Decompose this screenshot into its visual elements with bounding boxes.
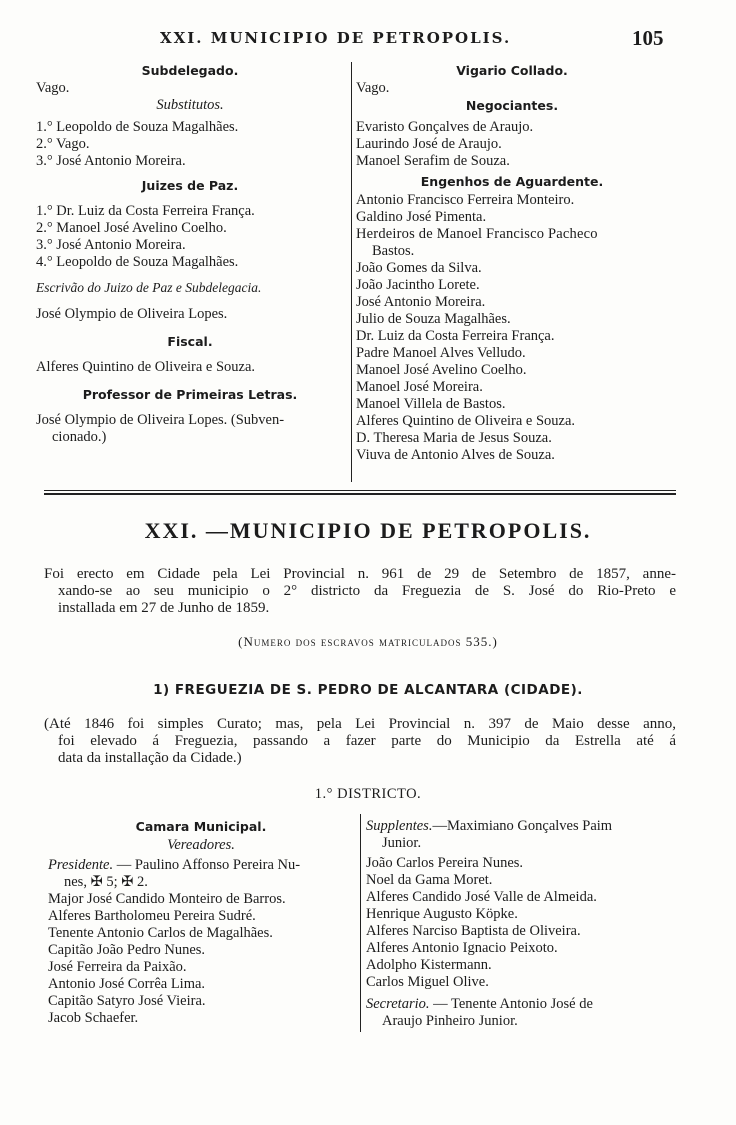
intro-line-3: installada em 27 de Junho de 1859.: [58, 600, 270, 616]
supplente-7: Adolpho Kistermann.: [366, 957, 492, 973]
vereador-6: Antonio José Corrêa Lima.: [48, 976, 206, 992]
engenho-14: Alferes Quintino de Oliveira e Souza.: [356, 413, 576, 429]
bottom-right-column: [366, 818, 680, 1030]
engenho-3: Herdeiros de Manoel Francisco Pacheco: [356, 226, 598, 242]
negociante-2: Laurindo José de Araujo.: [356, 136, 502, 152]
presidente-line-1: [48, 857, 354, 874]
curato-line-3: data da installação da Cidade.): [58, 750, 242, 766]
fiscal-value: Alferes Quintino de Oliveira e Souza.: [36, 359, 256, 375]
curato-line-2: foi elevado á Freguezia, passando a fazer parte do Municipio da Estrella até á: [58, 733, 676, 749]
professor-heading: Professor de Primeiras Letras.: [82, 387, 298, 402]
juizes-heading: Juizes de Paz.: [141, 178, 239, 193]
engenho-7: José Antonio Moreira.: [356, 294, 486, 310]
engenho-4: Bastos.: [372, 243, 415, 259]
secretario-line-2: Araujo Pinheiro Junior.: [382, 1013, 518, 1029]
supplente-5: Alferes Narciso Baptista de Oliveira.: [366, 923, 581, 939]
curato-line-1: (Até 1846 foi simples Curato; mas, pela Lei Provincial n. 397 de Maio desse anno,: [44, 716, 676, 732]
freguezia-heading: 1) FREGUEZIA DE S. PEDRO DE ALCANTARA (CIDADE).: [153, 682, 583, 698]
juiz-2: 2.° Manoel José Avelino Coelho.: [36, 220, 227, 236]
presidente-label: Presidente.: [48, 857, 114, 873]
engenho-16: Viuva de Antonio Alves de Souza.: [356, 447, 555, 463]
substituto-2: 2.° Vago.: [36, 136, 90, 152]
subdelegado-heading: Subdelegado.: [141, 63, 239, 78]
escrivao-value: José Olympio de Oliveira Lopes.: [36, 306, 228, 322]
vereador-1: Major José Candido Monteiro de Barros.: [48, 891, 286, 907]
engenho-9: Dr. Luiz da Costa Ferreira França.: [356, 328, 555, 344]
intro-line-2: xando-se ao seu municipio o 2° districto da Freguezia de S. José do Rio-Preto e: [58, 583, 676, 599]
intro-line-1: Foi erecto em Cidade pela Lei Provincial n. 961 de 29 de Setembro de 1857, anne-: [44, 566, 676, 582]
professor-line-2: cionado.): [52, 429, 107, 445]
juiz-1: 1.° Dr. Luiz da Costa Ferreira França.: [36, 203, 255, 219]
double-rule-top: [44, 490, 676, 491]
vereadores-heading: Vereadores.: [167, 837, 235, 853]
vereador-5: José Ferreira da Paixão.: [48, 959, 187, 975]
engenho-1: Antonio Francisco Ferreira Monteiro.: [356, 192, 575, 208]
vereador-4: Capitão João Pedro Nunes.: [48, 942, 206, 958]
negociante-1: Evaristo Gonçalves de Araujo.: [356, 119, 534, 135]
professor-line-1: José Olympio de Oliveira Lopes. (Subven-: [36, 412, 285, 428]
presidente-name: — Paulino Affonso Pereira Nu-: [113, 857, 301, 873]
secretario-label: Secretario.: [366, 996, 430, 1012]
supplente-6: Alferes Antonio Ignacio Peixoto.: [366, 940, 558, 956]
negociantes-heading: Negociantes.: [465, 98, 559, 113]
secretario-line-1: [366, 996, 680, 1013]
engenho-10: Padre Manoel Alves Velludo.: [356, 345, 526, 361]
districto-heading: 1.° DISTRICTO.: [314, 786, 422, 802]
supplente-8: Carlos Miguel Olive.: [366, 974, 489, 990]
supplentes-line-2: Junior.: [382, 835, 422, 851]
top-left-column: [36, 62, 344, 446]
intro-paragraph: [44, 566, 676, 617]
juiz-3: 3.° José Antonio Moreira.: [36, 237, 186, 253]
vigario-value: Vago.: [356, 80, 390, 96]
supplente-1: João Carlos Pereira Nunes.: [366, 855, 524, 871]
juiz-4: 4.° Leopoldo de Souza Magalhães.: [36, 254, 239, 270]
engenho-11: Manoel José Avelino Coelho.: [356, 362, 527, 378]
page-number: 105: [632, 26, 664, 50]
engenho-5: João Gomes da Silva.: [356, 260, 482, 276]
substituto-1: 1.° Leopoldo de Souza Magalhães.: [36, 119, 239, 135]
supplentes-label: Supplentes.: [366, 818, 433, 834]
engenho-12: Manoel José Moreira.: [356, 379, 483, 395]
camara-heading: Camara Municipal.: [135, 819, 267, 834]
substitutos-heading: Substitutos.: [156, 97, 224, 113]
vigario-heading: Vigario Collado.: [456, 63, 568, 78]
vereador-7: Capitão Satyro José Vieira.: [48, 993, 206, 1009]
vereador-8: Jacob Schaefer.: [48, 1010, 139, 1026]
supplente-4: Henrique Augusto Köpke.: [366, 906, 518, 922]
bottom-left-column: [48, 818, 354, 1027]
double-rule-bottom: [44, 493, 676, 495]
curato-paragraph: [44, 716, 676, 767]
section-title: XXI. —MUNICIPIO DE PETROPOLIS.: [144, 518, 592, 543]
vereador-3: Tenente Antonio Carlos de Magalhães.: [48, 925, 273, 941]
column-divider-top: [351, 62, 352, 482]
engenho-6: João Jacintho Lorete.: [356, 277, 480, 293]
running-header-title: XXI. MUNICIPIO DE PETROPOLIS.: [160, 29, 512, 47]
top-right-column: [356, 62, 668, 464]
supplente-3: Alferes Candido José Valle de Almeida.: [366, 889, 597, 905]
supplentes-line-1: [366, 818, 680, 835]
supplente-2: Noel da Gama Moret.: [366, 872, 493, 888]
supplentes-first: —Maximiano Gonçalves Paim: [432, 818, 613, 834]
vereador-2: Alferes Bartholomeu Pereira Sudré.: [48, 908, 256, 924]
escravos-count: (Numero dos escravos matriculados 535.): [238, 634, 498, 649]
secretario-name: — Tenente Antonio José de: [429, 996, 593, 1012]
engenho-2: Galdino José Pimenta.: [356, 209, 487, 225]
substituto-3: 3.° José Antonio Moreira.: [36, 153, 186, 169]
negociante-3: Manoel Serafim de Souza.: [356, 153, 510, 169]
column-divider-bottom: [360, 814, 361, 1032]
fiscal-heading: Fiscal.: [167, 334, 213, 349]
subdelegado-value: Vago.: [36, 80, 70, 96]
engenho-8: Julio de Souza Magalhães.: [356, 311, 511, 327]
presidente-line-2: nes, ✠ 5; ✠ 2.: [64, 874, 148, 890]
engenho-13: Manoel Villela de Bastos.: [356, 396, 506, 412]
escrivao-heading: Escrivão do Juizo de Paz e Subdelegacia.: [36, 280, 262, 295]
engenhos-heading: Engenhos de Aguardente.: [420, 174, 604, 189]
engenho-15: D. Theresa Maria de Jesus Souza.: [356, 430, 552, 446]
